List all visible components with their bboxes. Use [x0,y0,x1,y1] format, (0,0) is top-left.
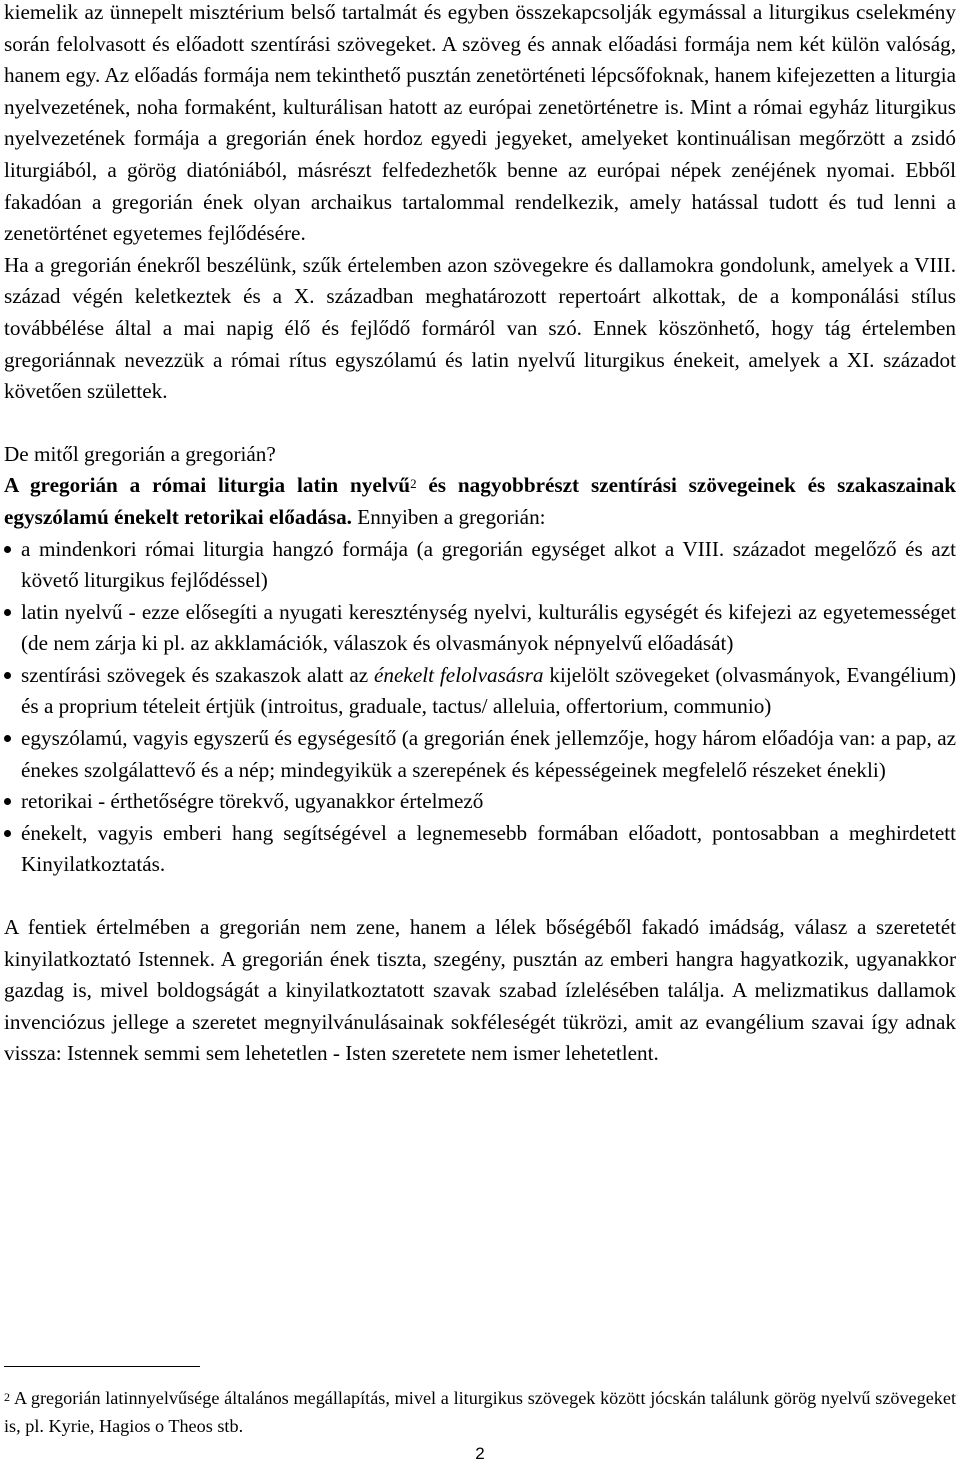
bullet-icon [4,609,11,616]
bullet-icon [4,735,11,742]
footnote [4,1384,956,1440]
section-question: De mitől gregorián a gregorián? [4,441,276,466]
bullet-icon [4,830,11,837]
definition-bold-continued: és nagyobbrészt szentírási szövegeinek és szakaszainak egyszólamú énekelt retorikai előadása. [4,473,956,529]
footnote-divider [4,1366,200,1367]
list-item-text: retorikai - érthetőségre törekvő, ugyanakkor értelmező [21,789,484,814]
definition-tail: Ennyiben a gregorián: [351,504,546,529]
list-item-text: énekelt, vagyis emberi hang segítségével a legnemesebb formában előadott, pontosabban a meghirdetett Kinyilatkoztatás. [21,820,956,877]
footnote-reference[interactable]: 2 [410,476,417,492]
list-item [4,597,956,660]
footnote-number: 2 [4,1390,10,1404]
list-item [4,660,956,723]
bullet-icon [4,798,11,805]
bullet-icon [4,672,11,679]
definition-paragraph [4,470,956,533]
closing-paragraph: A fentiek értelmében a gregorián nem zene, hanem a lélek bőségéből fakadó imádság, válasz a szeretetét kinyilatkoztató Istennek. A gregorián ének tiszta, szegény, pusztán az emberi hangra hagyatkozik, ugyanakkor gazdag is, mivel boldogságát a kinyilatkoztatott szavak szabad ízlelésében találja. A melizmatikus dallamok invenciózus jellege a szeretet megnyilvánulásainak sokféleségét tükrözi, amit az evangélium szavai így adnak vissza: Istennek semmi sem lehetetlen - Isten szeretete nem ismer lehetetlent. [4,915,956,1066]
list-item [4,723,956,786]
second-paragraph: Ha a gregorián énekről beszélünk, szűk értelemben azon szövegekre és dallamokra gondolunk, amelyek a VIII. század végén keletkeztek és a X. században meghatározott repertoárt alkottak, de a komponálási stílus továbbélése által a mai napig élő és fejlődő formáról van szó. Ennek köszönhető, hogy tág értelemben gregoriánnak nevezzük a római rítus egyszólamú és latin nyelvű liturgikus énekeit, amelyek a XI. századot követően születtek. [4,252,956,404]
feature-list [4,534,956,882]
list-item [4,534,956,597]
bullet-icon [4,546,11,553]
paragraph-gap [4,881,956,912]
document-page [4,0,956,1070]
list-item [4,786,956,818]
list-item-text: a mindenkori római liturgia hangzó formája (a gregorián egységet alkot a VIII. századot megelőző és azt követő liturgikus fejlődéssel) [21,536,956,593]
intro-paragraph: kiemelik az ünnepelt misztérium belső tartalmát és egyben összekapcsolják egymással a liturgikus cselekmény során felolvasott és előadott szentírási szövegeket. A szöveg és annak előadási formája nem két külön valóság, hanem egy. Az előadás formája nem tekinthető pusztán zenetörténeti lépcsőfoknak, hanem kifejezetten a liturgia nyelvezetének, noha formaként, kulturálisan hatott az európai zenetörténetre is. Mint a római egyház liturgikus nyelvezetének formája a gregorián ének hordoz egyedi jegyeket, amelyeket kontinuálisan megőrzött a zsidó liturgiából, a görög diatóniából, másrészt felfedezhetők benne az európai népek zenéjének nyomai. Ebből fakadóan a gregorián ének olyan archaikus tartalommal rendelkezik, amely hatással tudott és tud lenni a zenetörténet egyetemes fejlődésére. [4,0,956,246]
list-item [4,818,956,881]
list-item-italic: énekelt felolvasásra [374,662,544,687]
list-item-text: latin nyelvű - ezze elősegíti a nyugati kereszténység nyelvi, kulturális egységét és kifejezi az egyetemességet (de nem zárja ki pl. az akklamációk, válaszok és olvasmányok népnyelvű előadását) [21,599,956,656]
definition-bold: A gregorián a római liturgia latin nyelvű [4,473,411,498]
list-item-text: szentírási szövegek és szakaszok alatt az [21,662,375,687]
list-item-text-cont: kijelölt szövegeket (olvasmányok, Evangélium) és a proprium tételeit értjük (introitus, graduale, tactus/ alleluia, offertorium, communio) [21,662,956,719]
footnote-text: A gregorián latinnyelvűsége általános megállapítás, mivel a liturgikus szövegek között jócskán találunk görög nyelvű szövegeket is, pl. Kyrie, Hagios o Theos stb. [4,1388,956,1436]
page-number: 2 [475,1444,485,1463]
paragraph-gap [4,408,956,439]
list-item-text: egyszólamú, vagyis egyszerű és egységesítő (a gregorián ének jellemzője, hogy három előadója van: a pap, az énekes szolgálattevő és a nép; mindegyikük a szerepének és képességeinek megfelelő részeket énekli) [21,726,956,782]
